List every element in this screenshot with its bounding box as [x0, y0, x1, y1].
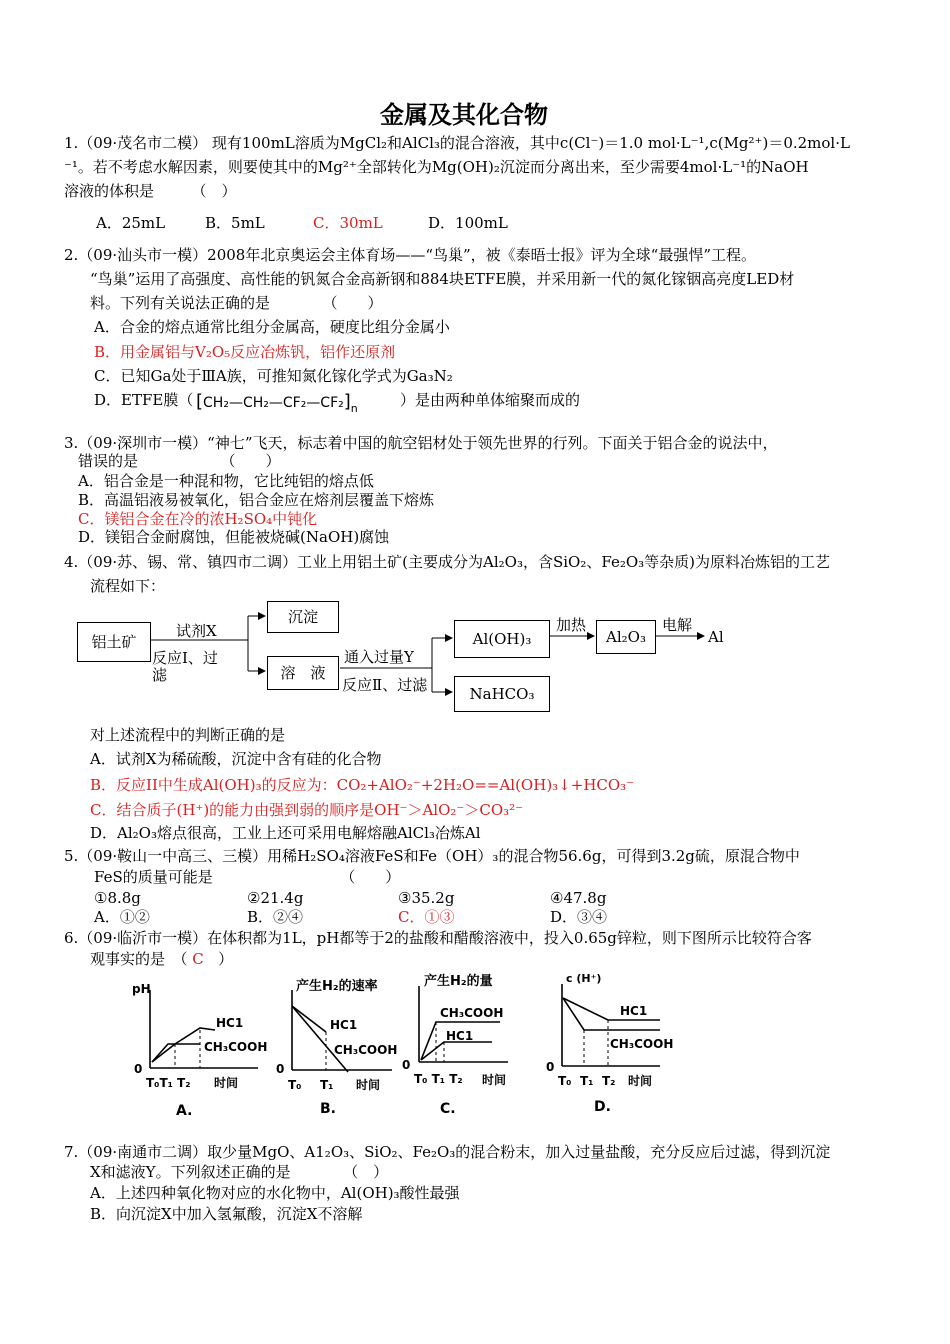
- q1-option-d: D．100mL: [428, 214, 508, 232]
- q5-option-c: C．①③: [398, 908, 455, 926]
- q7-option-a: A．上述四种氧化物对应的水化物中，Al(OH)₃酸性最强: [90, 1184, 460, 1202]
- graph-b-xlabel: 时间: [356, 1078, 381, 1092]
- q2-option-b: [94, 343, 395, 361]
- q5-choice-2: ②21.4g: [247, 889, 304, 907]
- graph-a-series2: CH₃COOH: [204, 1040, 268, 1054]
- graph-b-tick-t0: T₀: [288, 1078, 302, 1092]
- q1-line3: 溶液的体积是 （ ）: [64, 182, 237, 200]
- flow-box-aloh3: Al(OH)₃: [454, 620, 550, 658]
- q5-choice-1: ①8.8g: [94, 889, 141, 907]
- graph-b-series2: CH₃COOH: [334, 1043, 398, 1057]
- q2-line2: “鸟巢”运用了高强度、高性能的钒氮合金高新钢和884块ETFE膜，并采用新一代的氮化镓铟高亮度LED材: [90, 270, 795, 288]
- graph-b-series1: HC1: [330, 1018, 358, 1032]
- graph-c-caption: C.: [440, 1101, 456, 1117]
- graph-d-series2: CH₃COOH: [610, 1037, 674, 1051]
- graph-a-ylabel: pH: [132, 982, 151, 996]
- q3-line2: 错误的是 （ ）: [78, 452, 281, 470]
- flow-box-nahco3: NaHCO₃: [454, 676, 550, 712]
- graph-b-ylabel: 产生H₂的速率: [296, 979, 378, 994]
- q2-option-d-pre: D．ETFE膜（: [94, 391, 194, 409]
- q4-judge: 对上述流程中的判断正确的是: [90, 726, 286, 744]
- graph-d-tick-t2: T₂: [602, 1074, 616, 1088]
- q5-line1: 5.（09·鞍山一中高三、三模）用稀H₂SO₄溶液FeS和Fe（OH）₃的混合物56.6g，可得到3.2g硫，原混合物中: [64, 847, 800, 865]
- q3-option-c: C．镁铝合金在冷的浓H₂SO₄中钝化: [78, 510, 318, 528]
- q5-option-d: D．③④: [550, 908, 608, 926]
- q3-option-b: B．高温铝液易被氧化，铝合金应在熔剂层覆盖下熔炼: [78, 491, 435, 509]
- q7-option-b: B．向沉淀X中加入氢氟酸，沉淀X不溶解: [90, 1205, 363, 1223]
- q2-option-d-post: ）是由两种单体缩聚而成的: [400, 391, 581, 409]
- q7-line1: 7.（09·南通市二调）取少量MgO、A1₂O₃、SiO₂、Fe₂O₃的混合粉末，加入过量盐酸，充分反应后过滤，得到沉淀: [64, 1143, 831, 1161]
- q5-option-b: B．②④: [247, 908, 304, 926]
- flow-label-heat: 加热: [556, 616, 587, 634]
- graph-c-series1: CH₃COOH: [440, 1006, 504, 1020]
- q5-line2: FeS的质量可能是 （ ）: [94, 868, 401, 886]
- graph-a-origin: 0: [134, 1062, 143, 1076]
- q1-option-b: B．5mL: [205, 214, 265, 232]
- graph-c-ylabel: 产生H₂的量: [424, 974, 493, 989]
- q5-option-a: A．①②: [94, 908, 150, 926]
- graph-c-xlabel: 时间: [482, 1073, 507, 1087]
- q2-option-a: A．合金的熔点通常比组分金属高，硬度比组分金属小: [94, 318, 450, 336]
- flow-label-reagent: 试剂X: [176, 622, 217, 640]
- graph-d-caption: D.: [594, 1099, 611, 1115]
- q3-line1: 3.（09·深圳市一模）“神七”飞天，标志着中国的航空铝材处于领先世界的行列。下面关于铝合金的说法中，: [64, 434, 778, 452]
- q2-etfe-formula: $[CH_2—CH_2—CF_2—CF_2]_n$: [196, 391, 358, 415]
- graph-a-series1: HC1: [216, 1016, 244, 1030]
- flow-box-solution: 溶 液: [267, 656, 339, 690]
- graph-c: [419, 986, 508, 1062]
- graph-c-ticks: T₀ T₁ T₂: [414, 1072, 463, 1086]
- q3-option-a: A．铝合金是一种混和物，它比纯铝的熔点低: [78, 472, 374, 490]
- q2-line1: 2.（09·汕头市一模）2008年北京奥运会主体育场——“鸟巢”，被《泰晤士报》评为全球“最强悍”工程。: [64, 246, 757, 264]
- q1-line1: 1.（09·茂名市二模） 现有100mL溶质为MgCl₂和AlCl₃的混合溶液，其中c(Cl⁻)＝1.0 mol·L⁻¹,c(Mg²⁺)＝0.2mol·L: [64, 134, 850, 152]
- graph-d: [562, 984, 660, 1066]
- graph-a-ticks: T₀T₁ T₂: [146, 1076, 191, 1090]
- flow-label-react1b: 滤: [152, 666, 168, 684]
- q5-choice-4: ④47.8g: [550, 889, 607, 907]
- graph-c-origin: 0: [402, 1058, 411, 1072]
- q2-option-c: C．已知Ga处于ⅢA族，可推知氮化镓化学式为Ga₃N₂: [94, 367, 453, 385]
- graph-d-tick-t0: T₀: [558, 1074, 572, 1088]
- q6-answer: C: [192, 950, 204, 968]
- page-title: 金属及其化合物: [380, 101, 548, 129]
- flow-label-react1: 反应Ⅰ、过: [152, 649, 218, 667]
- flow-label-react2: 反应Ⅱ、过滤: [342, 676, 428, 694]
- flow-box-al2o3: Al₂O₃: [596, 620, 656, 654]
- graph-b-caption: B.: [320, 1101, 336, 1117]
- q4-option-b: B．反应II中生成Al(OH)₃的反应为：CO₂+AlO₂⁻+2H₂O==Al(OH)₃↓+HCO₃⁻: [90, 776, 635, 794]
- q2-option-b-text: B．用金属铝与V₂O₅反应冶炼钒，铝作还原剂: [94, 343, 396, 361]
- graph-c-series2: HC1: [446, 1029, 474, 1043]
- graph-b-tick-t1: T₁: [320, 1078, 334, 1092]
- q1-option-a: A．25mL: [96, 214, 166, 232]
- flow-box-ore: 铝土矿: [77, 622, 151, 662]
- q1-option-c: C．30mL: [313, 214, 383, 232]
- flow-box-precip: 沉淀: [267, 601, 339, 633]
- q4-line2: 流程如下：: [90, 577, 166, 595]
- graph-d-series1: HC1: [620, 1004, 648, 1018]
- q2-line3: 料。下列有关说法正确的是 （ ）: [90, 294, 383, 312]
- q6-line2: 观事实的是 （ C ）: [90, 950, 234, 968]
- graph-d-tick-t1: T₁: [580, 1074, 594, 1088]
- flow-label-electro: 电解: [662, 616, 693, 634]
- q6-line1: 6.（09·临沂市一模）在体积都为1L，pH都等于2的盐酸和醋酸溶液中，投入0.65g锌粒，则下图所示比较符合客: [64, 929, 812, 947]
- graph-b-origin: 0: [276, 1062, 285, 1076]
- q7-line2: X和滤液Y。下列叙述正确的是 （ ）: [90, 1163, 389, 1181]
- graph-d-ylabel: c (H⁺): [566, 972, 602, 985]
- bracket-right-icon: ]: [343, 391, 351, 412]
- q4-option-c: C．结合质子(H⁺)的能力由强到弱的顺序是OH⁻＞AlO₂⁻＞CO₃²⁻: [90, 801, 524, 819]
- q4-option-a: A．试剂X为稀硫酸，沉淀中含有硅的化合物: [90, 750, 382, 768]
- q4-line1: 4.（09·苏、锡、常、镇四市二调）工业上用铝土矿(主要成分为Al₂O₃，含SiO₂、Fe₂O₃等杂质)为原料冶炼铝的工艺: [64, 553, 831, 571]
- graph-d-xlabel: 时间: [628, 1074, 653, 1088]
- q5-choice-3: ③35.2g: [398, 889, 455, 907]
- graph-d-origin: 0: [546, 1060, 555, 1074]
- graph-a-caption: A.: [176, 1103, 193, 1119]
- flow-label-excess-y: 通入过量Y: [344, 648, 414, 666]
- graph-a-xlabel: 时间: [214, 1076, 239, 1090]
- flow-label-al: Al: [708, 628, 724, 646]
- q4-option-d: D．Al₂O₃熔点很高，工业上还可采用电解熔融AlCl₃冶炼Al: [90, 824, 481, 842]
- q1-line2: ⁻¹。若不考虑水解因素，则要使其中的Mg²⁺全部转化为Mg(OH)₂沉淀而分离出来，至少需要4mol·L⁻¹的NaOH: [64, 158, 809, 176]
- q3-option-d: D．镁铝合金耐腐蚀，但能被烧碱(NaOH)腐蚀: [78, 528, 390, 546]
- bracket-left-icon: [: [196, 391, 204, 412]
